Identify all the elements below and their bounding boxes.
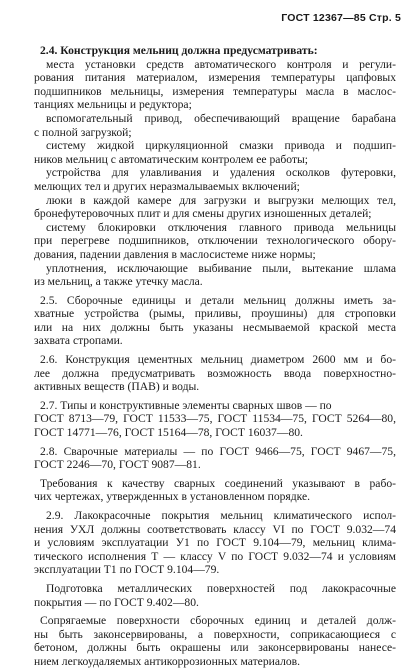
paragraph-line: 2.6. Конструкция цементных мельниц диаметром 2600 мм и бо-	[40, 353, 396, 367]
paragraph-line: при перегреве подшипников, отключении технологического обору-	[34, 234, 396, 248]
paragraph-line: бетоном, должны быть окрашены или законсервированы нанесе-	[34, 641, 396, 655]
paragraph-line: и условиям эксплуатации У1 по ГОСТ 9.104—79, мельниц клима-	[34, 536, 396, 550]
paragraph-line: Требования к качеству сварных соединений указывают в рабо-	[40, 476, 396, 490]
paragraph-line: дования, падении давления в маслосистеме ниже нормы;	[34, 247, 316, 261]
paragraph-line: 2.5. Сборочные единицы и детали мельниц должны иметь за-	[40, 293, 396, 307]
paragraph-line: 2.9. Лакокрасочные покрытия мельниц климатического испол-	[46, 509, 396, 522]
paragraph-line: места установки средств автоматического контроля и регули-	[46, 57, 396, 71]
paragraph-line: ников мельниц с автоматическим контролем ее работы;	[34, 152, 309, 166]
paragraph-line: захвата стропами.	[34, 334, 123, 348]
body-text	[34, 44, 396, 669]
paragraph-line: с полной загрузкой;	[34, 125, 132, 139]
paragraph-line: ны быть законсервированы, а поверхности, соприкасающиеся с	[34, 627, 396, 641]
paragraph-line: рования питания материалом, измерения температуры цапфовых	[34, 71, 396, 85]
paragraph-line: хватные устройства (рымы, приливы, проушины) для строповки	[34, 307, 396, 321]
paragraph-line: подшипников мельницы, измерения температуры масла в маслос-	[34, 84, 396, 98]
paragraph-line: Сопрягаемые поверхности сборочных единиц и деталей долж-	[40, 614, 396, 628]
paragraph-line: из мельниц, а также утечку масла.	[34, 275, 203, 289]
paragraph-line: нием легкоудаляемых антикоррозионных материалов.	[34, 654, 301, 668]
paragraph-line: тического исполнения Т — классу V по ГОСТ 9.032—74 и условиям	[34, 549, 396, 563]
paragraph-line: покрытия — по ГОСТ 9.402—80.	[34, 595, 199, 609]
page-header: ГОСТ 12367—85 Стр. 5	[281, 12, 401, 24]
paragraph-line: 2.8. Сварочные материалы — по ГОСТ 9466—75, ГОСТ 9467—75,	[40, 444, 396, 458]
paragraph-line: танциях мельницы и редуктора;	[34, 98, 192, 112]
paragraph-line: люки в каждой камере для загрузки и выгрузки мелющих тел,	[46, 193, 396, 207]
paragraph-line: систему жидкой циркуляционной смазки привода и подшип-	[46, 139, 396, 153]
paragraph-line: эксплуатации Т1 по ГОСТ 9.104—79.	[34, 563, 220, 577]
paragraph-line: ГОСТ 2246—70, ГОСТ 9087—81.	[34, 458, 201, 472]
paragraph-line: Подготовка металлических поверхностей под лакокрасочные	[46, 581, 396, 595]
paragraph-line: устройства для улавливания и удаления осколков футеровки,	[46, 166, 396, 180]
paragraph-line: 2.7. Типы и конструктивные элементы сварных швов — по	[40, 398, 332, 412]
paragraph-line: активных веществ (ПАВ) и воды.	[34, 380, 200, 394]
paragraph-line: вспомогательный привод, обеспечивающий вращение барабана	[46, 111, 396, 125]
paragraph-line: нения УХЛ должны соответствовать классу VI по ГОСТ 9.032—74	[34, 522, 396, 536]
paragraph-line: мелющих тел и других неразмалываемых включений;	[34, 179, 300, 193]
paragraph-line: или на них должны быть указаны несмываемой краской места	[34, 320, 396, 334]
paragraph-line: ГОСТ 14771—76, ГОСТ 15164—78, ГОСТ 16037—80.	[34, 426, 303, 440]
paragraph-line: 2.4. Конструкция мельниц должна предусматривать:	[40, 44, 318, 57]
paragraph-line: ГОСТ 8713—79, ГОСТ 11533—75, ГОСТ 11534—75, ГОСТ 5264—80,	[34, 412, 396, 426]
paragraph-line: систему блокировки отключения главного привода мельницы	[46, 220, 396, 234]
paragraph-line: бронефутеровочных плит и для смены других изношенных деталей;	[34, 207, 372, 221]
paragraph-line: лее должна предусматривать возможность ввода поверхностно-	[34, 366, 396, 380]
paragraph-line: чих чертежах, утвержденных в установленном порядке.	[34, 490, 311, 504]
paragraph-line: уплотнения, исключающие выбивание пыли, вытекание шлама	[46, 261, 396, 275]
